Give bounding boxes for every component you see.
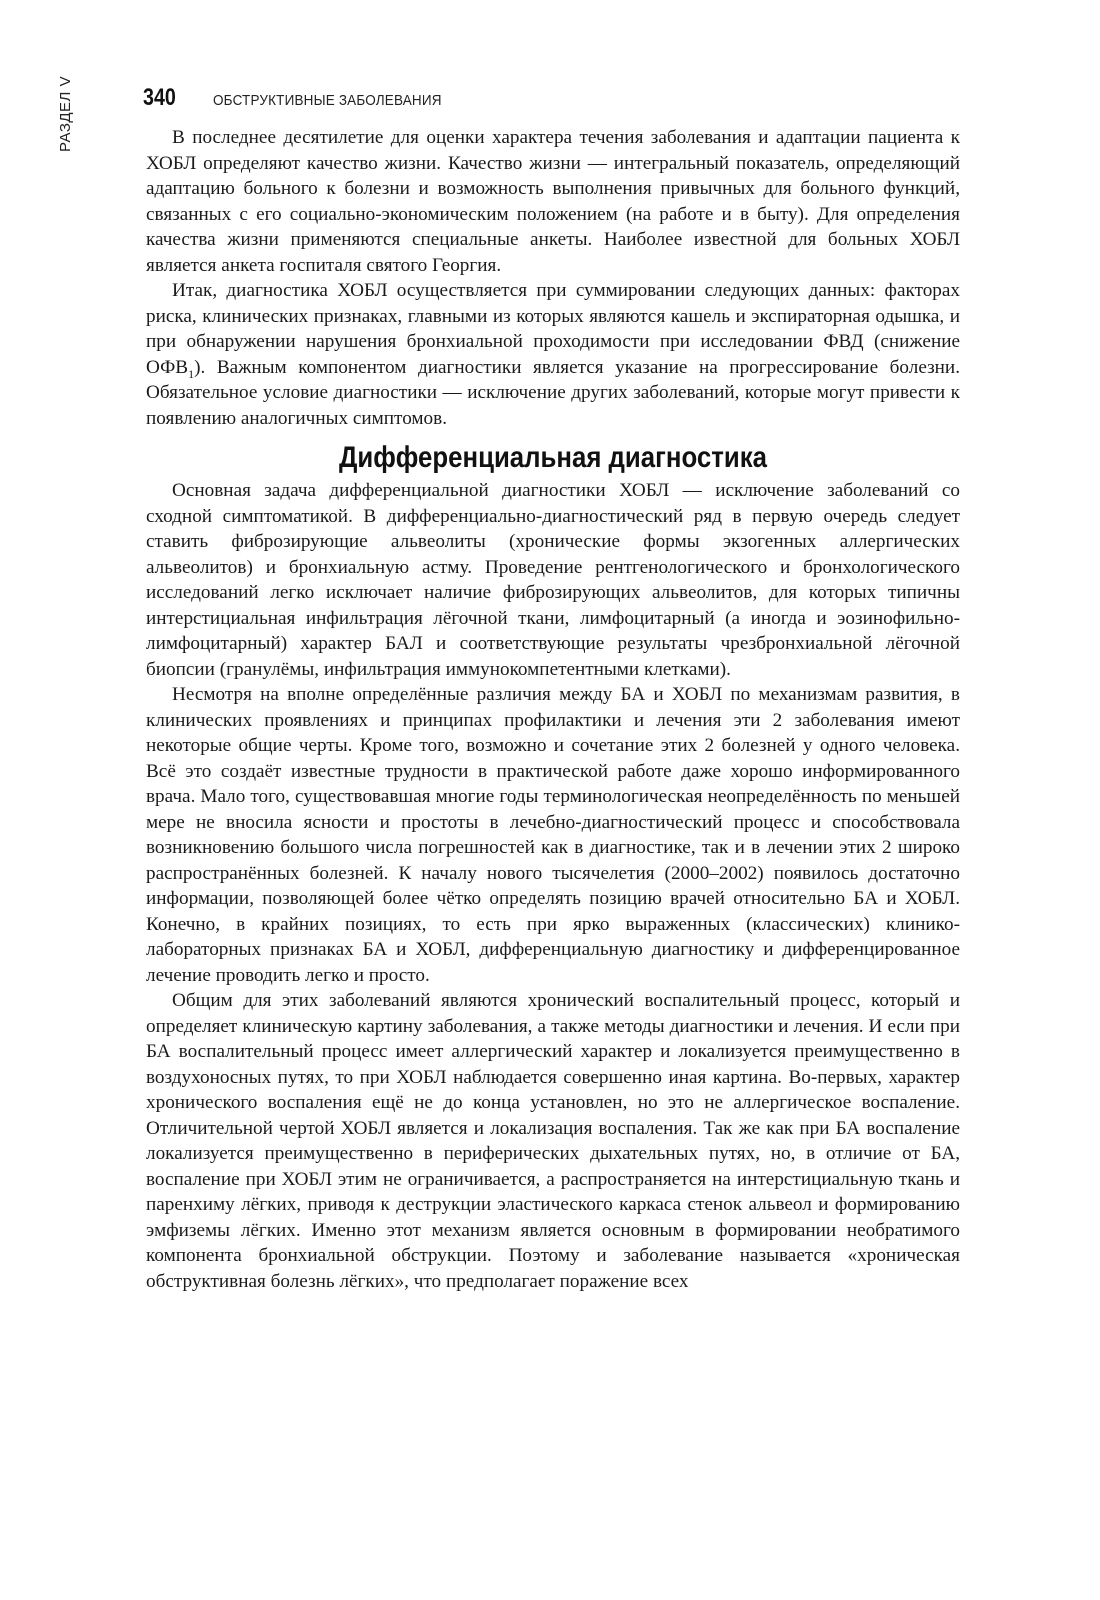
- paragraph: Основная задача дифференциальной диагностики ХОБЛ — исключение заболеваний со сходной симптоматикой. В дифференциально-диагностический ряд в первую очередь следует ставить фиброзирующие альвеолиты (хронические формы экзогенных аллергических альвеолитов) и бронхиальную астму. Проведение рентгенологического и бронхологического исследований легко исключает наличие фиброзирующих альвеолитов, для которых типичны интерстициальная инфильтрация лёгочной ткани, лимфоцитарный (а иногда и эозинофильно-лимфоцитарный) характер БАЛ и соответствующие результаты чрезбронхиальной лёгочной биопсии (гранулёмы, инфильтрация иммунокомпетентными клетками).: [146, 480, 960, 680]
- paragraph: В последнее десятилетие для оценки характера течения заболевания и адаптации пациента к ХОБЛ определяют качество жизни. Качество жизни — интегральный показатель, определяющий адаптацию больного к болезни и возможность выполнения привычных для больного функций, связанных с его социально-экономическим положением (на работе и в быту). Для определения качества жизни применяются специальные анкеты. Наиболее известной для больных ХОБЛ является анкета госпиталя святого Георгия.: [146, 127, 960, 276]
- running-header: [143, 84, 467, 112]
- section-side-label: РАЗДЕЛ V: [57, 75, 74, 152]
- paragraph: Несмотря на вполне определённые различия между БА и ХОБЛ по механизмам развития, в клинических проявлениях и принципах профилактики и лечения эти 2 заболевания имеют некоторые общие черты. Кроме того, возможно и сочетание этих 2 болезней у одного человека. Всё это создаёт известные трудности в практической работе даже хорошо информированного врача. Мало того, существовавшая многие годы терминологическая неопределённость по меньшей мере не вносила ясности и простоты в лечебно-диагностический процесс и способствовала возникновению большого числа погрешностей как в диагностике, так и в лечении этих 2 широко распространённых болезней. К началу нового тысячелетия (2000–2002) появилось достаточно информации, позволяющей более чётко определять позицию врачей относительно БА и ХОБЛ. Конечно, в крайних позициях, то есть при ярко выраженных (классических) клинико-лабораторных признаках БА и ХОБЛ, дифференциальную диагностику и дифференцированное лечение проводить легко и просто.: [146, 684, 960, 986]
- paragraph: [146, 278, 960, 431]
- page-body: [146, 125, 960, 1294]
- section-heading: Дифференциальная диагностика: [338, 441, 768, 474]
- page-number: 340: [143, 84, 176, 111]
- paragraph-text: Итак, диагностика ХОБЛ осуществляется при суммировании следующих данных: факторах риска, клинических признаках, главными из которых являются кашель и экспираторная одышка, и при обнаружении нарушения бронхиальной проходимости при исследовании ФВД (снижение ОФВ: [146, 280, 960, 378]
- paragraph: Общим для этих заболеваний являются хронический воспалительный процесс, который и определяет клиническую картину заболевания, а также методы диагностики и лечения. И если при БА воспалительный процесс имеет аллергический характер и локализуется преимущественно в воздухоносных путях, то при ХОБЛ наблюдается совершенно иная картина. Во-первых, характер хронического воспаления ещё не до конца установлен, но это не аллергическое воспаление. Отличительной чертой ХОБЛ является и локализация воспаления. Так же как при БА воспаление локализуется преимущественно в периферических дыхательных путях, но, в отличие от БА, воспаление при ХОБЛ этим не ограничивается, а распространяется на интерстициальную ткань и паренхиму лёгких, приводя к деструкции эластического каркаса стенок альвеол и формированию эмфиземы лёгких. Именно этот механизм является основным в формировании необратимого компонента бронхиальной обструкции. Поэтому и заболевание называется «хроническая обструктивная болезнь лёгких», что предполагает поражение всех: [146, 990, 960, 1292]
- paragraph-text: ). Важным компонентом диагностики является указание на прогрессирование болезни. Обязательное условие диагностики — исключение других заболеваний, которые могут привести к появлению аналогичных симптомов.: [146, 356, 960, 429]
- subscript: 1: [188, 366, 195, 381]
- running-title: ОБСТРУКТИВНЫЕ ЗАБОЛЕВАНИЯ: [213, 92, 442, 109]
